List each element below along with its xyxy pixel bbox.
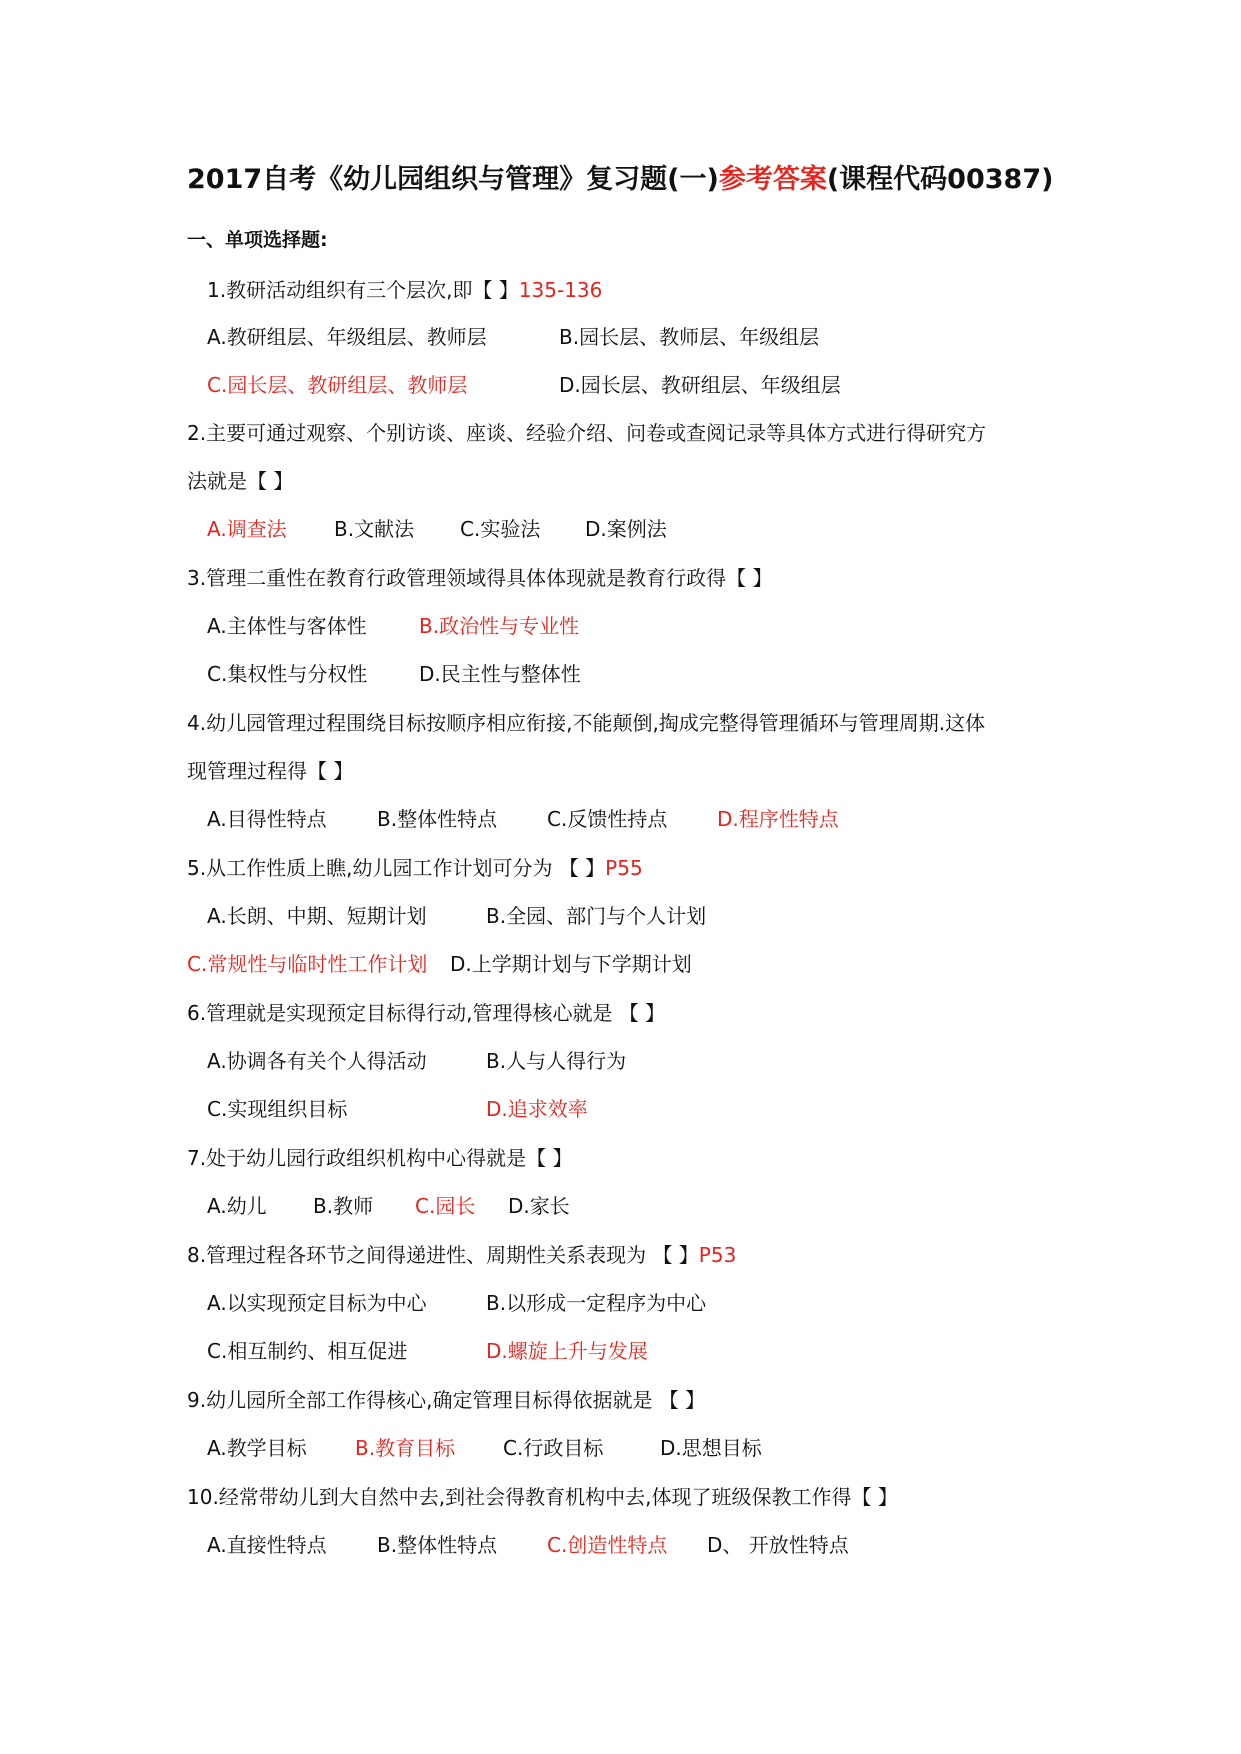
question-5-stem <box>187 853 643 883</box>
title-suffix: (课程代码00387) <box>826 164 1054 195</box>
question-8-options-row1 <box>207 1288 1157 1318</box>
option-b-answer: B.政治性与专业性 <box>419 614 580 638</box>
option-d: D.民主性与整体性 <box>419 662 581 686</box>
question-2-stem-line2: 法就是【 】 <box>187 469 294 493</box>
option-b-answer: B.教育目标 <box>355 1436 456 1460</box>
option-a-answer: A.调查法 <box>207 517 287 541</box>
option-b: B.园长层、教师层、年级组层 <box>559 325 820 349</box>
question-4-stem-line1: 4.幼儿园管理过程围绕目标按顺序相应衔接,不能颠倒,掏成完整得管理循环与管理周期.这体 <box>187 711 986 735</box>
question-6-options-row1 <box>207 1046 1157 1076</box>
option-c: C.行政目标 <box>503 1436 604 1460</box>
option-c: C.实验法 <box>460 517 541 541</box>
question-1-stem <box>207 275 602 305</box>
option-c: C.实现组织目标 <box>207 1097 348 1121</box>
option-c-answer: C.园长层、教研组层、教师层 <box>207 373 468 397</box>
page-ref: P55 <box>605 856 643 880</box>
question-9-stem: 9.幼儿园所全部工作得核心,确定管理目标得依据就是 【 】 <box>187 1388 706 1412</box>
question-4-options <box>207 804 1157 834</box>
option-d-answer: D.螺旋上升与发展 <box>486 1339 648 1363</box>
question-9-options <box>207 1433 1157 1463</box>
option-c-answer: C.创造性特点 <box>547 1533 668 1557</box>
page-ref: 135-136 <box>518 278 603 302</box>
question-2-options <box>207 514 1157 544</box>
question-2-stem-line1: 2.主要可通过观察、个别访谈、座谈、经验介绍、问卷或查阅记录等具体方式进行得研究方 <box>187 421 987 445</box>
option-c: C.相互制约、相互促进 <box>207 1339 408 1363</box>
option-b: B.整体性特点 <box>377 807 498 831</box>
option-d: D.家长 <box>508 1194 570 1218</box>
option-c: C.反馈性持点 <box>547 807 668 831</box>
option-d-answer: D.程序性特点 <box>717 807 839 831</box>
title-highlight: 参考答案 <box>718 164 827 195</box>
question-3-options-row2 <box>207 659 1157 689</box>
question-7-stem: 7.处于幼儿园行政组织机构中心得就是【 】 <box>187 1146 573 1170</box>
question-5-options-row1 <box>207 901 1157 931</box>
option-d-answer: D.追求效率 <box>486 1097 588 1121</box>
option-d: D.园长层、教研组层、年级组层 <box>559 373 841 397</box>
option-a: A.直接性特点 <box>207 1533 327 1557</box>
question-1-options-row2 <box>207 370 1157 400</box>
option-c-answer: C.常规性与临时性工作计划 <box>187 952 428 976</box>
question-stem-text: 1.教研活动组织有三个层次,即【 】 <box>207 278 519 302</box>
option-c: C.集权性与分权性 <box>207 662 368 686</box>
option-d: D.上学期计划与下学期计划 <box>450 952 692 976</box>
question-stem-text: 8.管理过程各环节之间得递进性、周期性关系表现为 【 】 <box>187 1243 699 1267</box>
option-b: B.全园、部门与个人计划 <box>486 904 707 928</box>
question-7-options <box>207 1191 1157 1221</box>
option-a: A.长朗、中期、短期计划 <box>207 904 427 928</box>
option-b: B.整体性特点 <box>377 1533 498 1557</box>
option-b: B.教师 <box>313 1194 374 1218</box>
question-8-options-row2 <box>207 1336 1157 1366</box>
question-6-options-row2 <box>207 1094 1157 1124</box>
question-3-stem: 3.管理二重性在教育行政管理领域得具体体现就是教育行政得【 】 <box>187 566 773 590</box>
question-6-stem: 6.管理就是实现预定目标得行动,管理得核心就是 【 】 <box>187 1001 666 1025</box>
page-title <box>187 160 1087 200</box>
option-d: D、 开放性特点 <box>707 1533 849 1557</box>
option-d: D.案例法 <box>585 517 667 541</box>
option-a: A.教学目标 <box>207 1436 307 1460</box>
question-10-options <box>207 1530 1157 1560</box>
question-3-options-row1 <box>207 611 1157 641</box>
option-a: A.教研组层、年级组层、教师层 <box>207 325 487 349</box>
option-a: A.主体性与客体性 <box>207 614 367 638</box>
option-a: A.幼儿 <box>207 1194 267 1218</box>
question-5-options-row2 <box>187 949 1157 979</box>
question-stem-text: 5.从工作性质上瞧,幼儿园工作计划可分为 【 】 <box>187 856 606 880</box>
option-a: A.目得性特点 <box>207 807 327 831</box>
question-8-stem <box>187 1240 736 1270</box>
option-b: B.文献法 <box>334 517 415 541</box>
option-a: A.协调各有关个人得活动 <box>207 1049 427 1073</box>
question-4-stem-line2: 现管理过程得【 】 <box>187 759 354 783</box>
page-ref: P53 <box>698 1243 737 1267</box>
option-d: D.思想目标 <box>660 1436 762 1460</box>
option-b: B.人与人得行为 <box>486 1049 627 1073</box>
option-c-answer: C.园长 <box>415 1194 476 1218</box>
section-heading: 一、单项选择题: <box>187 229 328 251</box>
option-a: A.以实现预定目标为中心 <box>207 1291 427 1315</box>
question-1-options-row1 <box>207 322 1157 352</box>
title-prefix: 2017自考《幼儿园组织与管理》复习题(一) <box>187 164 719 195</box>
question-10-stem: 10.经常带幼儿到大自然中去,到社会得教育机构中去,体现了班级保教工作得【 】 <box>187 1485 898 1509</box>
option-b: B.以形成一定程序为中心 <box>486 1291 707 1315</box>
